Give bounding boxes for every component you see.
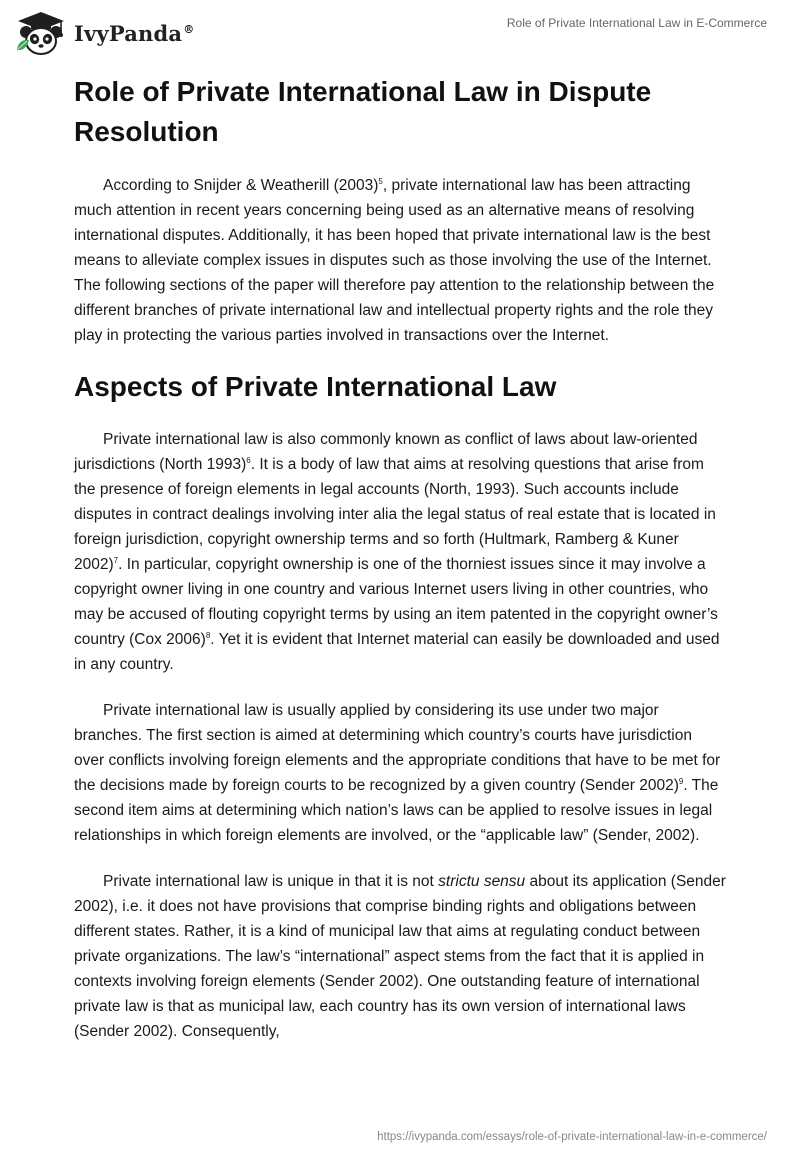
- paragraph: Private international law is usually applied by considering its use under two major branches. The first section is aimed at determining which country’s courts have jurisdiction over conflicts involving foreign elements and the appropriate conditions that have to be met for the decisions made by foreign courts to be recognized by a given country (Sender 2002)$^9$. The second item aims at determining which nation’s laws can be applied to resolve issues in legal relationships in which foreign elements are involved, or the “applicable law” (Sender, 2002).: [74, 702, 721, 844]
- footnote-ref[interactable]: 8: [205, 630, 211, 640]
- paragraph: Private international law is unique in that it is not strictu sensu about its application (Sender 2002), i.e. it does not have provisions that comprise binding rights and obligations between different states. Rather, it is a kind of municipal law that aims at regulating conduct between private organizations. The law’s “international” aspect stems from the fact that it is applied in contexts involving foreign elements (Sender 2002). One outstanding feature of international private law is that as municipal law, each country has its own version of international laws (Sender 2002). Consequently,: [74, 873, 726, 1040]
- paragraph: According to Snijder & Weatherill $(2003)^5$, private international law has been attracting much attention in recent years concerning being used as an alternative means of resolving international disputes. Additionally, it has been hoped that private international law is the best means to alleviate complex issues in disputes such as those involving the use of the Internet. The following sections of the paper will therefore pay attention to the relationship between the different branches of private international law and intellectual property rights and the role they play in protecting the various parties involved in transactions over the Internet.: [74, 176, 715, 344]
- brand-name: IvyPanda®: [74, 20, 195, 46]
- panda-mascot-icon: [14, 10, 68, 56]
- latin-term: strictu sensu: [438, 873, 526, 890]
- footnote-ref[interactable]: 9: [678, 776, 684, 786]
- footnote-ref[interactable]: 5: [378, 176, 383, 186]
- article-body: [74, 72, 726, 1065]
- page-header: [0, 0, 800, 70]
- ivypanda-logo[interactable]: [14, 10, 194, 56]
- paragraph: Private international law is also commonly known as conflict of laws about law-oriented jurisdictions (North 1993)$^6$. It is a body of law that aims at resolving questions that arise from the presence of foreign elements in legal accounts (North, 1993). Such accounts include disputes in contract dealings involving inter alia the legal status of real estate that is located in foreign jurisdiction, copyright ownership terms and so forth (Hultmark, Ramberg & Kuner 2002)$^7$. In particular, copyright ownership is one of the thorniest issues since it may involve a copyright owner living in one country and various Internet users living in other countries, who may be accused of flouting copyright terms by using an item patented in the copyright owner’s country (Cox 2006)$^8$. Yet it is evident that Internet material can easily be downloaded and used in any country.: [74, 431, 720, 673]
- source-url[interactable]: https://ivypanda.com/essays/role-of-private-international-law-in-e-commerce/: [377, 1131, 767, 1143]
- running-title: Role of Private International Law in E-Commerce: [506, 16, 767, 30]
- footnote-ref[interactable]: 7: [113, 555, 119, 565]
- footnote-ref[interactable]: 6: [246, 455, 251, 465]
- section-heading: Role of Private International Law in Dispute Resolution: [74, 76, 652, 147]
- section-heading: Aspects of Private International Law: [74, 371, 557, 402]
